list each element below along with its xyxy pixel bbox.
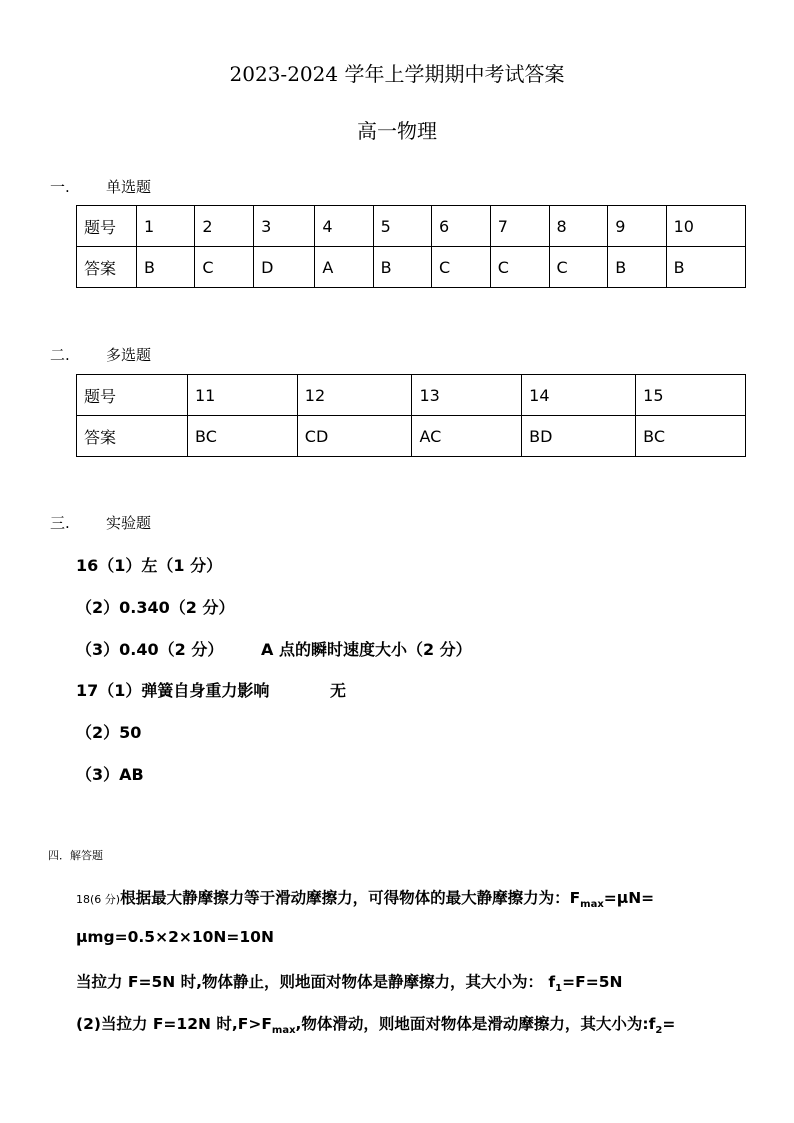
table-cell: 12 [297, 375, 412, 416]
question-label: 18(6 分) [76, 893, 121, 906]
section-title: 实验题 [106, 514, 152, 532]
answer-line: （3）AB [76, 765, 144, 784]
table-cell: 9 [608, 206, 666, 247]
table-cell: B [608, 247, 666, 288]
answer-line: （3）0.40（2 分） [76, 640, 224, 659]
solution-text: =F=5N [562, 973, 623, 991]
table-row-questions [77, 375, 746, 416]
table-cell: CD [297, 416, 412, 457]
solution-line [76, 1012, 675, 1036]
answer-line: 无 [330, 681, 347, 700]
subscript: 2 [655, 1025, 663, 1037]
page-title: 2023-2024 学年上学期期中考试答案 [229, 62, 565, 86]
solution-text: 根据最大静摩擦力等于滑动摩擦力，可得物体的最大静摩擦力为：F [120, 889, 581, 907]
single-choice-answer-table [76, 205, 746, 288]
section-heading-experiment [50, 512, 151, 533]
solution-text: ,物体滑动，则地面对物体是滑动摩擦力，其大小为:f [295, 1015, 656, 1033]
table-cell: 14 [522, 375, 636, 416]
section-heading-solutions: 四．解答题 [48, 849, 103, 862]
table-cell: 11 [188, 375, 298, 416]
table-cell: 7 [490, 206, 549, 247]
section-heading-single-choice [50, 176, 151, 197]
solution-text: =μN= [603, 889, 655, 907]
table-cell: BC [188, 416, 298, 457]
table-cell: 10 [666, 206, 745, 247]
solution-text: 当拉力 F=5N 时,物体静止，则地面对物体是静摩擦力，其大小为： f [76, 973, 556, 991]
solution-text: (2)当拉力 F=12N 时,F>F [76, 1015, 272, 1033]
solution-text: = [662, 1015, 676, 1033]
section-number: 三. [50, 514, 70, 532]
table-row-answers [77, 416, 746, 457]
table-cell: AC [412, 416, 522, 457]
section-heading-multi-choice [50, 344, 151, 365]
table-row-questions [77, 206, 746, 247]
table-cell: 3 [254, 206, 315, 247]
table-cell: 6 [432, 206, 491, 247]
answer-line: （2）0.340（2 分） [76, 598, 235, 617]
table-cell: 15 [636, 375, 746, 416]
subscript: 1 [555, 983, 563, 995]
solution-line [76, 886, 654, 910]
table-row-answers [77, 247, 746, 288]
table-cell: B [666, 247, 745, 288]
table-cell: BC [636, 416, 746, 457]
page-subtitle: 高一物理 [357, 119, 437, 143]
section-title: 单选题 [106, 178, 152, 196]
answer-line: （2）50 [76, 723, 142, 742]
section-number: 一. [50, 178, 70, 196]
table-cell: 5 [373, 206, 431, 247]
answer-line: 17（1）弹簧自身重力影响 [76, 681, 270, 700]
table-cell: 13 [412, 375, 522, 416]
row-header: 题号 [77, 206, 137, 247]
table-cell: 8 [549, 206, 608, 247]
answer-line: 16（1）左（1 分） [76, 556, 223, 575]
table-cell: 2 [195, 206, 254, 247]
table-cell: B [137, 247, 195, 288]
section-number: 二. [50, 346, 70, 364]
row-header: 答案 [77, 247, 137, 288]
row-header: 答案 [77, 416, 188, 457]
answer-line: A 点的瞬时速度大小（2 分） [261, 640, 472, 659]
solution-line: μmg=0.5×2×10N=10N [76, 928, 274, 946]
table-cell: C [490, 247, 549, 288]
table-cell: 4 [315, 206, 373, 247]
table-cell: D [254, 247, 315, 288]
section-title: 多选题 [106, 346, 152, 364]
subscript: max [271, 1025, 296, 1037]
table-cell: A [315, 247, 373, 288]
row-header: 题号 [77, 375, 188, 416]
table-cell: B [373, 247, 431, 288]
solution-line [76, 970, 622, 994]
subscript: max [580, 899, 604, 911]
table-cell: BD [522, 416, 636, 457]
table-cell: 1 [137, 206, 195, 247]
multi-choice-answer-table [76, 374, 746, 457]
table-cell: C [432, 247, 491, 288]
table-cell: C [549, 247, 608, 288]
table-cell: C [195, 247, 254, 288]
